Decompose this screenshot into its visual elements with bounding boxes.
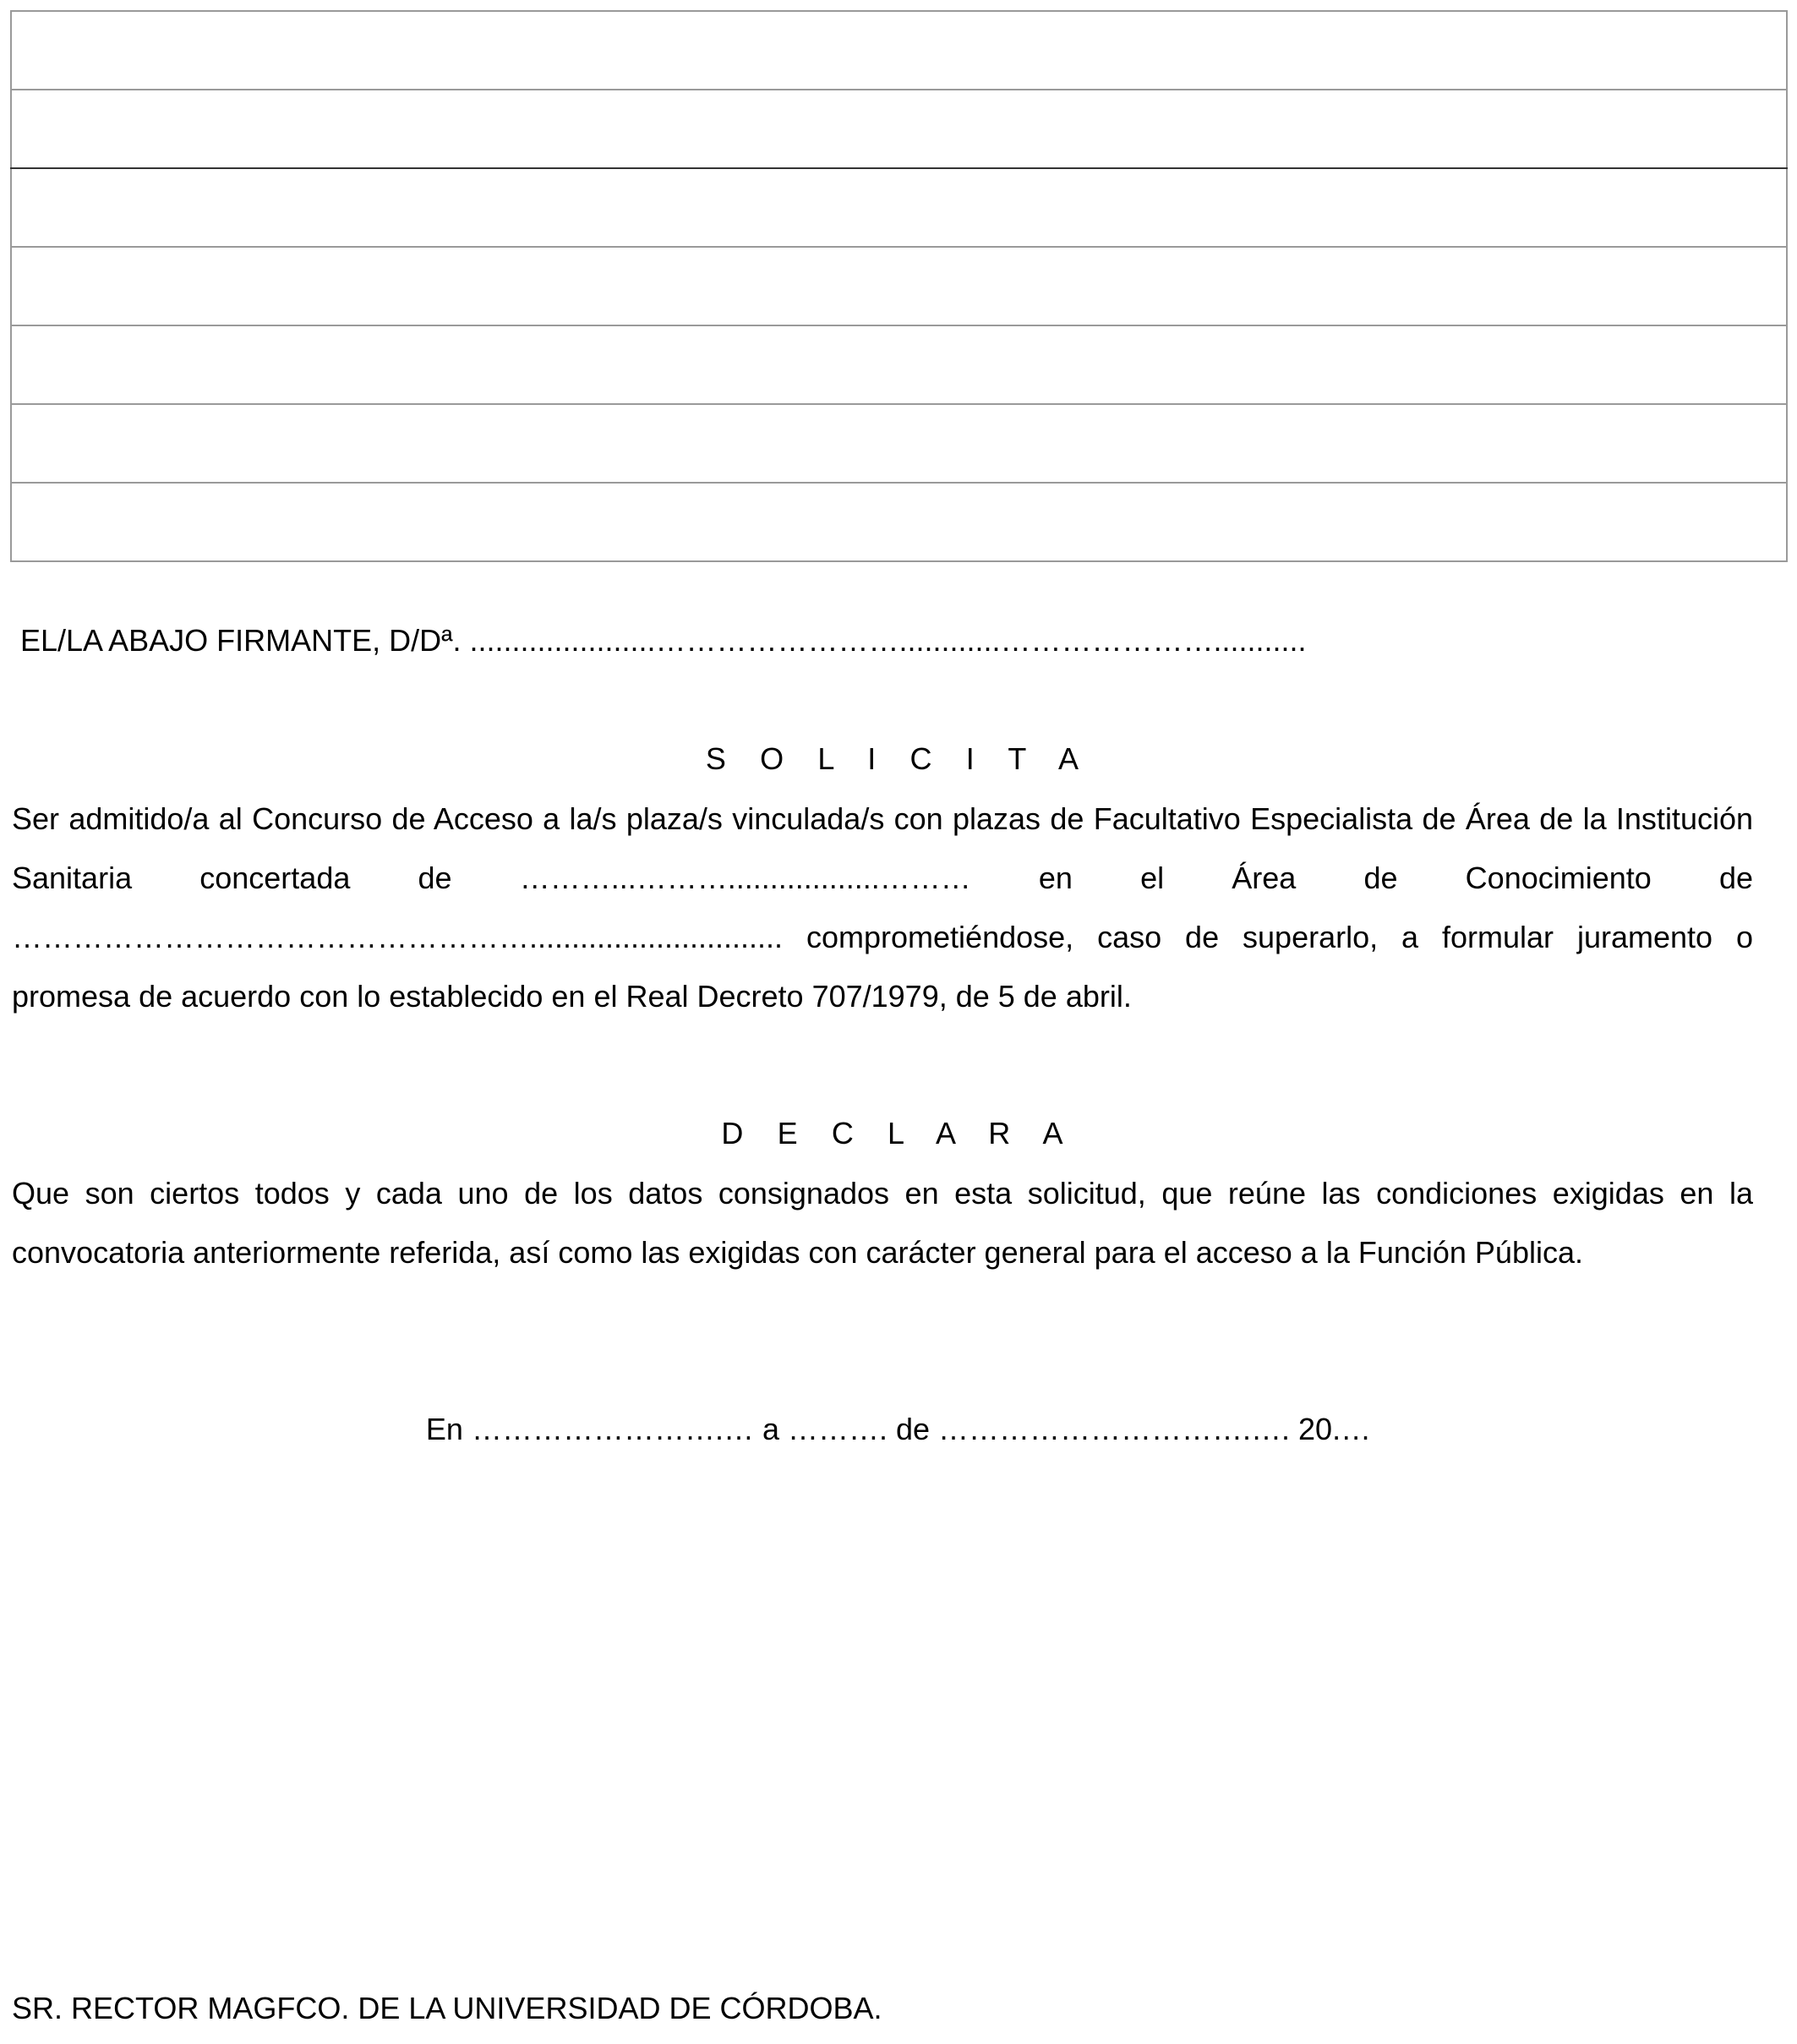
table-cell[interactable] [11, 404, 1787, 483]
table-cell[interactable] [11, 247, 1787, 325]
table-row [11, 483, 1787, 561]
declara-heading: D E C L A R A [721, 1116, 1076, 1150]
table-row [11, 11, 1787, 90]
place-date-line: En …………………….… a ………. de ………………………….…. 20.… [425, 1412, 1372, 1446]
applicant-data-table [10, 10, 1788, 562]
table-cell[interactable] [11, 11, 1787, 90]
declara-body: Que son ciertos todos y cada uno de los datos consignados en esta solicitud, que reúne las condiciones exigidas en la convocatoria anteriormente referida, así como las exigidas con carácter general para el acceso a la Función Pública. [12, 1176, 1753, 1270]
table-cell[interactable] [11, 325, 1787, 404]
table-row [11, 90, 1787, 168]
table-row [11, 325, 1787, 404]
table-cell[interactable] [11, 168, 1787, 247]
solicita-body: Ser admitido/a al Concurso de Acceso a la/s plaza/s vinculada/s con plazas de Facultativo Especialista de Área de la Institución Sanitaria concertada de ………...………..................……… en el Área de Conocimiento de …………………………………………….............................. comprometiéndose, caso de superarlo, a formular juramento o promesa de acuerdo con lo establecido en el Real Decreto 707/1979, de 5 de abril. [12, 801, 1753, 1014]
solicita-heading: S O L I C I T A [705, 741, 1092, 776]
table-row [11, 247, 1787, 325]
table-cell[interactable] [11, 483, 1787, 561]
table-cell[interactable] [11, 90, 1787, 168]
addressee: SR. RECTOR MAGFCO. DE LA UNIVERSIDAD DE CÓRDOBA. [12, 1991, 882, 2025]
applicant-line: EL/LA ABAJO FIRMANTE, D/Dª. ......................……………………............…………………........... [20, 623, 1307, 658]
table-row [11, 168, 1787, 247]
table-row [11, 404, 1787, 483]
